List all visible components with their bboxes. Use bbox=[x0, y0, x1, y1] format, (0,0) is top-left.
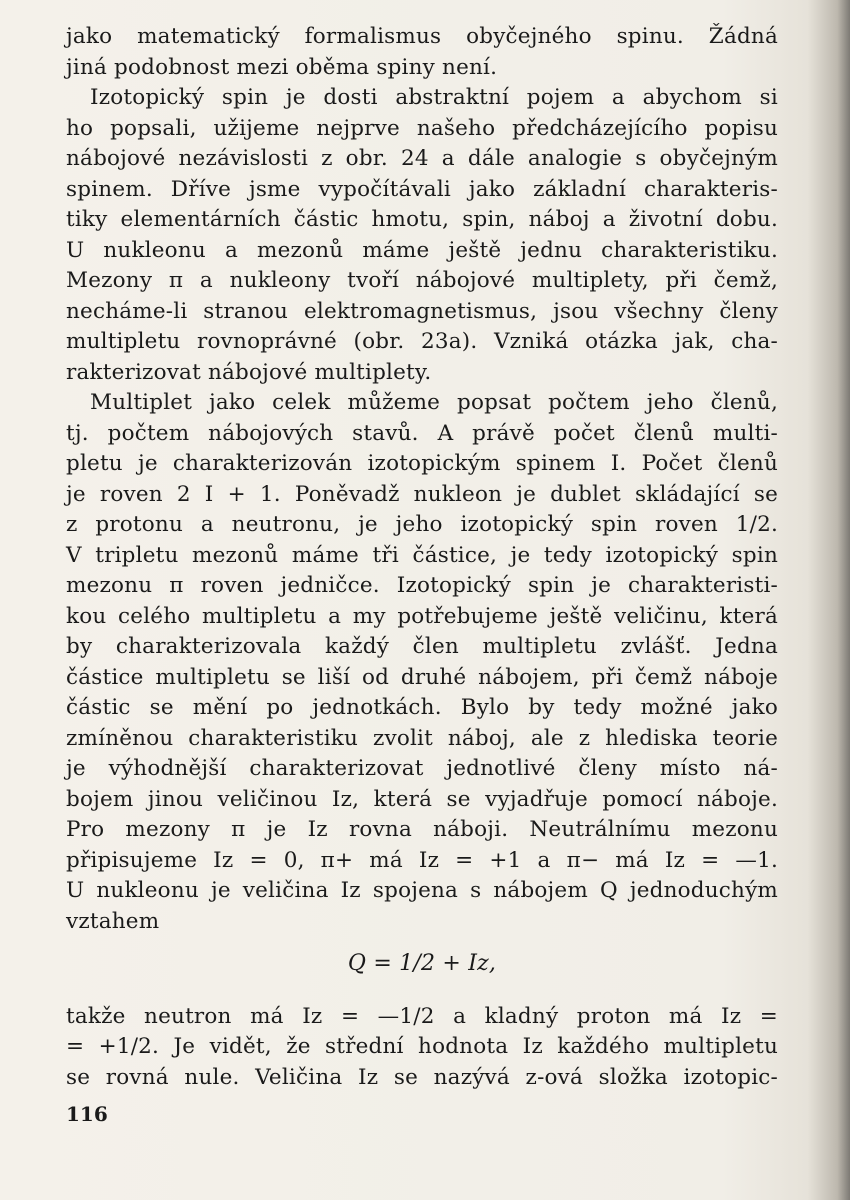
text-line: jiná podobnost mezi oběma spiny není. bbox=[66, 54, 498, 80]
text-line: tiky elementárních částic hmotu, spin, náboj a životní dobu. bbox=[66, 207, 778, 232]
text-line: rakterizovat nábojové multiplety. bbox=[66, 359, 432, 385]
text-line: takže neutron má Iz = —1/2 a kladný proton má Iz = bbox=[66, 1003, 778, 1029]
text-line: připisujeme Iz = 0, π+ má Iz = +1 a π− má Iz = —1. bbox=[66, 847, 778, 873]
text-line: vztahem bbox=[66, 908, 160, 934]
text-line: by charakterizovala každý člen multipletu zvlášť. Jedna bbox=[66, 634, 778, 659]
text-line: V tripletu mezonů máme tři částice, je tedy izotopický spin bbox=[66, 542, 778, 568]
text-line: necháme-li stranou elektromagnetismus, jsou všechny členy bbox=[66, 298, 778, 324]
text-line: Multiplet jako celek můžeme popsat počtem jeho členů, bbox=[90, 390, 778, 415]
text-line: se rovná nule. Veličina Iz se nazývá z-ová složka izotopic- bbox=[66, 1064, 778, 1090]
text-line: Izotopický spin je dosti abstraktní pojem a abychom si bbox=[90, 85, 778, 110]
text-line: z protonu a neutronu, je jeho izotopický spin roven 1/2. bbox=[66, 512, 778, 537]
text-line: ho popsali, užijeme nejprve našeho předcházejícího popisu bbox=[66, 115, 778, 141]
text-line: U nukleonu a mezonů máme ještě jednu charakteristiku. bbox=[66, 237, 778, 263]
text-line: mezonu π roven jedničce. Izotopický spin je charakteristi- bbox=[66, 573, 778, 598]
text-line: tj. počtem nábojových stavů. A právě počet členů multi- bbox=[66, 420, 778, 446]
text-line: je roven 2 I + 1. Poněvadž nukleon je dublet skládající se bbox=[66, 481, 778, 507]
text-line: multipletu rovnoprávné (obr. 23a). Vzniká otázka jak, cha- bbox=[66, 329, 778, 354]
text-line: jako matematický formalismus obyčejného spinu. Žádná bbox=[66, 24, 778, 49]
text-line: je výhodnější charakterizovat jednotlivé členy místo ná- bbox=[66, 756, 778, 781]
text-line: U nukleonu je veličina Iz spojena s nábojem Q jednoduchým bbox=[66, 878, 778, 903]
text-line: = +1/2. Je vidět, že střední hodnota Iz každého multipletu bbox=[66, 1034, 778, 1059]
equation: Q = 1/2 + Iz, bbox=[347, 951, 497, 976]
page-number: 116 bbox=[66, 1102, 108, 1126]
text-line: Mezony π a nukleony tvoří nábojové multiplety, při čemž, bbox=[66, 268, 778, 293]
text-line: spinem. Dříve jsme vypočítávali jako základní charakteris- bbox=[66, 176, 778, 202]
text-line: bojem jinou veličinou Iz, která se vyjadřuje pomocí náboje. bbox=[66, 786, 778, 812]
text-line: zmíněnou charakteristiku zvolit náboj, ale z hlediska teorie bbox=[66, 725, 778, 751]
text-line: částice multipletu se liší od druhé nábojem, při čemž náboje bbox=[66, 664, 778, 690]
text-line: pletu je charakterizován izotopickým spinem I. Počet členů bbox=[66, 451, 778, 476]
text-line: částic se mění po jednotkách. Bylo by tedy možné jako bbox=[66, 695, 778, 720]
text-line: Pro mezony π je Iz rovna náboji. Neutrálnímu mezonu bbox=[66, 817, 778, 842]
text-line: nábojové nezávislosti z obr. 24 a dále analogie s obyčejným bbox=[66, 146, 778, 171]
body-text bbox=[66, 22, 778, 1093]
text-line: kou celého multipletu a my potřebujeme ještě veličinu, která bbox=[66, 603, 778, 629]
